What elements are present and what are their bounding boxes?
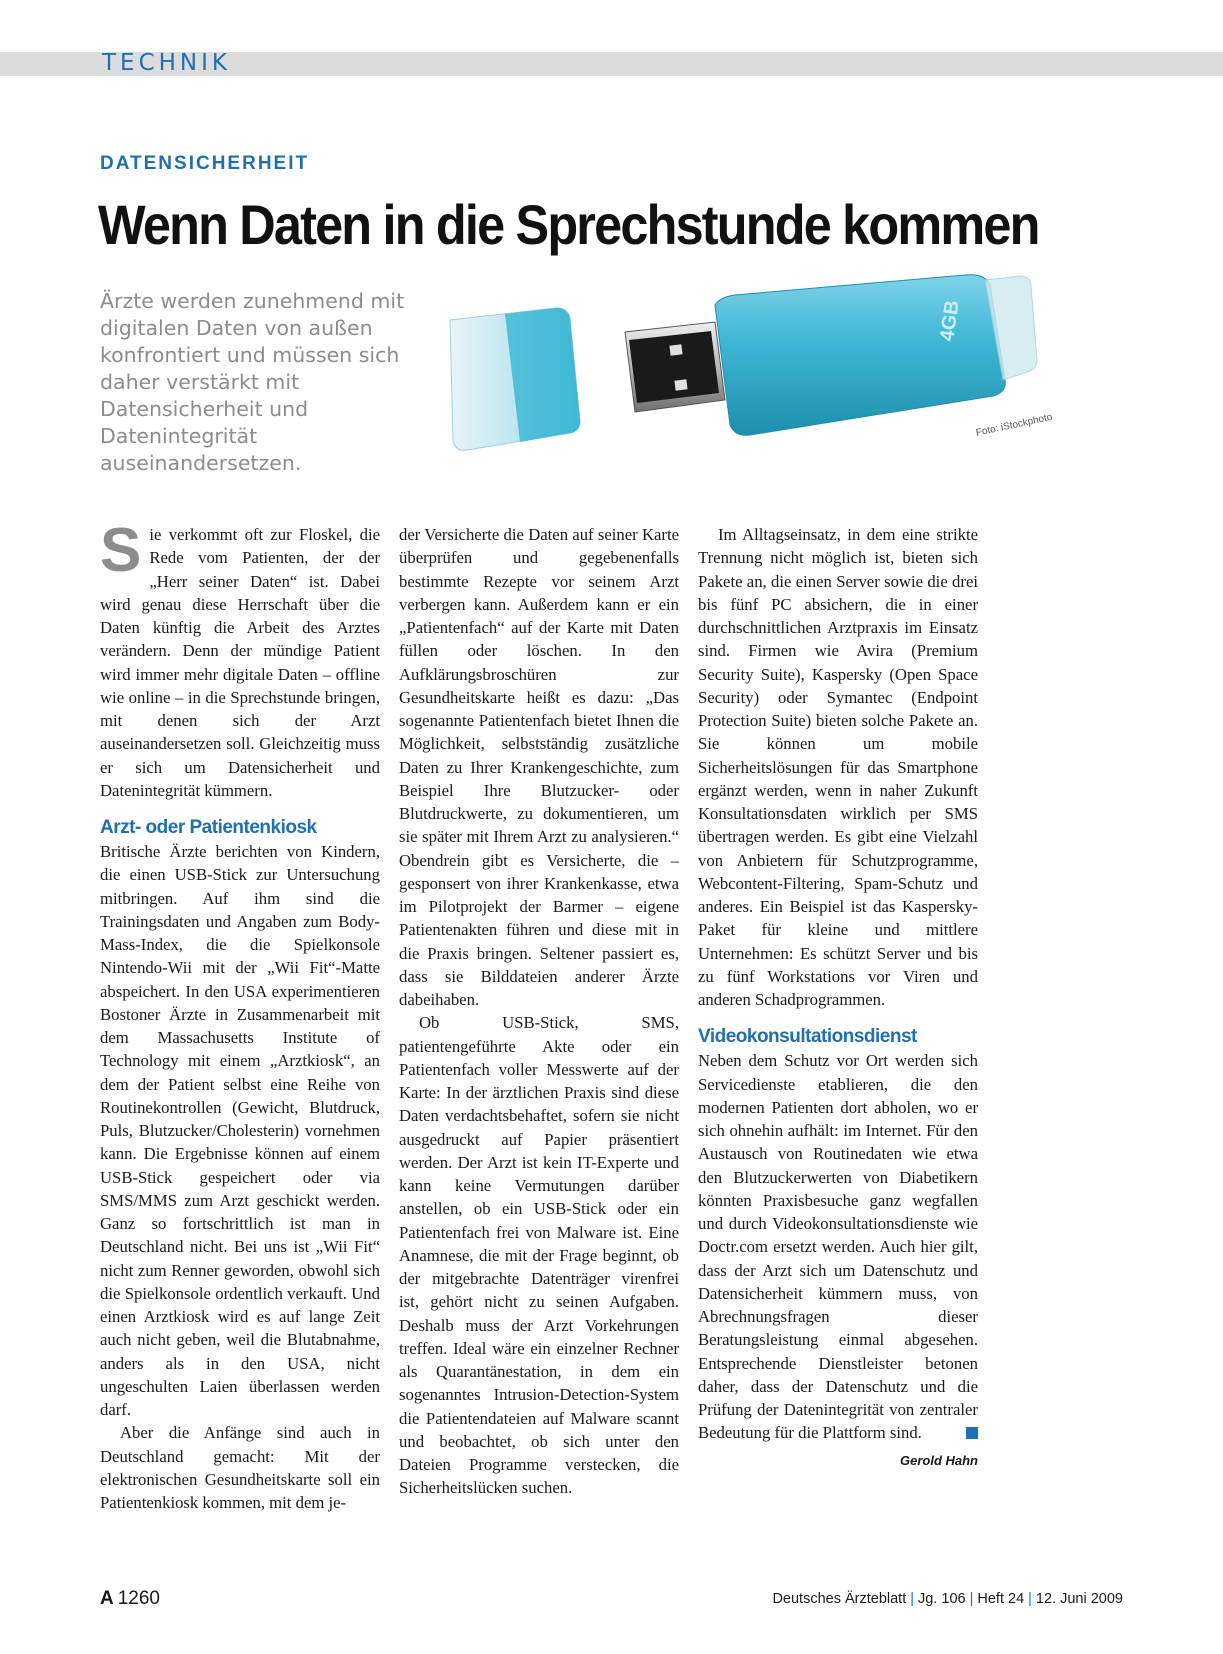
- journal-name: Deutsches Ärzteblatt: [772, 1591, 907, 1607]
- usb-cap: [450, 308, 580, 450]
- article-paragraph: Sie verkommt oft zur Floskel, die Rede vom Patienten, der der „Herr seiner Daten“ ist. Dabei wird genau diese Herrschaft über die Daten künftig die Arbeit des Arztes verändern. Denn der mündige Patient wird immer mehr digitale Daten – offline wie online – in die Sprechstunde bringen, mit denen sich der Arzt auseinandersetzen soll. Gleichzeitig muss er sich um Datensicherheit und Datenintegrität kümmern.: [100, 516, 380, 800]
- column-1: [100, 516, 380, 1514]
- article-paragraph: Britische Ärzte berichten von Kindern, die einen USB-Stick zur Untersuchung mitbringen. Auf ihm sind die Trainingsdaten und Angaben zum Body-Mass-Index, die die Spielkonsole Nintendo-Wii mit der „Wii Fit“-Matte abspeichert. In den USA experimentieren Bostoner Ärzte in Zusammenarbeit mit dem Massachusetts Institute of Technology mit einem „Arztkiosk“, an dem der Patient selbst eine Reihe von Routinekontrollen (Gewicht, Blutdruck, Puls, Blutzucker/Cholesterin) vornehmen kann. Die Ergebnisse können auf einem USB-Stick gespeichert oder via SMS/MMS zum Arzt geschickt werden. Ganz so fortschrittlich ist man in Deutschland nicht. Bei uns ist „Wii Fit“ nicht zum Renner geworden, obwohl sich die Spielkonsole ordentlich verkauft. Und einen Arztkiosk wird es auf lange Zeit auch nicht geben, weil die Blutabnahme, anders als in den USA, nicht ungeschulten Laien überlassen werden darf.: [100, 842, 380, 1419]
- section-label: TECHNIK: [102, 50, 232, 76]
- subheading-kiosk: Arzt- oder Patientenkiosk: [100, 817, 317, 838]
- column-3: [698, 523, 978, 1472]
- article-paragraph: Aber die Anfänge sind auch in Deutschland gemacht: Mit der elektronischen Gesundheitskarte soll ein Patientenkiosk kommen, mit dem je-: [100, 1423, 380, 1512]
- usb-stick-photo: [445, 270, 1095, 500]
- article-paragraph: Neben dem Schutz vor Ort werden sich Servicedienste etablieren, die den modernen Patienten dort abholen, wo er sich ohnehin aufhält: im Internet. Für den Austausch von Routinedaten wie etwa den Blutzuckerwerten von Diabetikern könnten Praxisbesuche ganz wegfallen und durch Videokonsultationsdienste wie Doctr.com ersetzt werden. Auch hier gilt, dass der Arzt sich um Datenschutz und Datensicherheit kümmern muss, von Abrechnungsfragen dieser Beratungsleistung einmal abgesehen. Entsprechende Dienstleister betonen daher, dass der Datenschutz und die Prüfung der Datenintegrität von zentraler Bedeutung für die Plattform sind.: [698, 1051, 978, 1443]
- lead-paragraph: Ärzte werden zunehmend mit digitalen Daten von außen konfrontiert und müssen sich daher verstärkt mit Datensicherheit und Datenintegrität auseinandersetzen.: [100, 289, 405, 475]
- capacity-label: 4GB: [936, 298, 964, 343]
- issue: Heft 24: [977, 1591, 1025, 1607]
- end-mark-icon: [966, 1427, 978, 1439]
- headline: Wenn Daten in die Sprechstunde kommen: [98, 193, 1039, 256]
- article-paragraph: Ob USB-Stick, SMS, patientengeführte Akte oder ein Patientenfach voller Messwerte auf der Karte: In der ärztlichen Praxis sind diese Daten verdachtsbehaftet, sofern sie nicht ausgedruckt auf Papier präsentiert werden. Der Arzt ist kein IT-Experte und kann keine Vermutungen darüber anstellen, ob ein USB-Stick oder ein Patientenfach frei von Malware ist. Eine Anamnese, die mit der Frage beginnt, ob der mitgebrachte Datenträger virenfrei ist, gehört nicht zu seinen Aufgaben. Deshalb muss der Arzt Vorkehrungen treffen. Ideal wäre ein einzelner Rechner als Quarantänestation, in dem ein sogenanntes Intrusion-Detection-System die Patientendateien auf Malware scannt und beobachtet, ob sich unter den Dateien Programme verstecken, die Sicherheitslücken suchen.: [399, 1013, 679, 1498]
- article-paragraph: der Versicherte die Daten auf seiner Karte überprüfen und gegebenenfalls bestimmte Rezepte vor seinem Arzt verbergen kann. Außerdem kann er ein „Patientenfach“ auf der Karte mit Daten füllen oder löschen. In den Aufklärungsbroschüren zur Gesundheitskarte heißt es dazu: „Das sogenannte Patientenfach bietet Ihnen die Möglichkeit, selbstständig zusätzliche Daten zu Ihrer Krankengeschichte, zum Beispiel Ihre Blutzucker- oder Blutdruckwerte, zu dokumentieren, um sie später mit Ihrem Arzt zu analysieren.“ Obendrein gibt es Versicherte, die – gesponsert von ihrer Krankenkasse, etwa im Pilotprojekt der Barmer – eigene Patientenakten führen und diese mit in die Praxis bringen. Seltener passiert es, dass sie Bilddateien anderer Ärzte dabeihaben.: [399, 525, 679, 1009]
- photo-credit: Foto: iStockphoto: [975, 411, 1054, 439]
- dropcap: S: [100, 516, 142, 585]
- column-2: [399, 523, 679, 1500]
- volume: Jg. 106: [918, 1591, 966, 1607]
- page-number: A 1260: [100, 1588, 161, 1609]
- issue-date: 12. Juni 2009: [1035, 1591, 1123, 1607]
- kicker: DATENSICHERHEIT: [100, 153, 310, 174]
- usb-connector: [625, 322, 725, 412]
- usb-body: [715, 275, 1037, 436]
- journal-footer: Deutsches Ärzteblatt | Jg. 106 | Heft 24 | 12. Juni 2009: [772, 1591, 1123, 1607]
- subheading-video: Videokonsultationsdienst: [698, 1026, 917, 1048]
- author-byline: Gerold Hahn: [899, 1452, 978, 1468]
- article-paragraph: Im Alltagseinsatz, in dem eine strikte Trennung nicht möglich ist, bieten sich Pakete an, die einen Server sowie die drei bis fünf PC absichern, die in einer durchschnittlichen Arztpraxis im Einsatz sind. Firmen wie Avira (Premium Security Suite), Kaspersky (Open Space Security) oder Symantec (Endpoint Protection Suite) bieten solche Pakete an. Sie können um mobile Sicherheitslösungen für das Smartphone ergänzt werden, wenn in naher Zukunft Konsultationsdaten wirklich per SMS übertragen werden. Es gibt eine Vielzahl von Anbietern für Schutzprogramme, Webcontent-Filtering, Spam-Schutz und anderes. Ein Beispiel ist das Kaspersky-Paket für kleine und mittlere Unternehmen: Es schützt Server und bis zu fünf Workstations vor Viren und anderen Schadprogrammen.: [698, 525, 978, 1009]
